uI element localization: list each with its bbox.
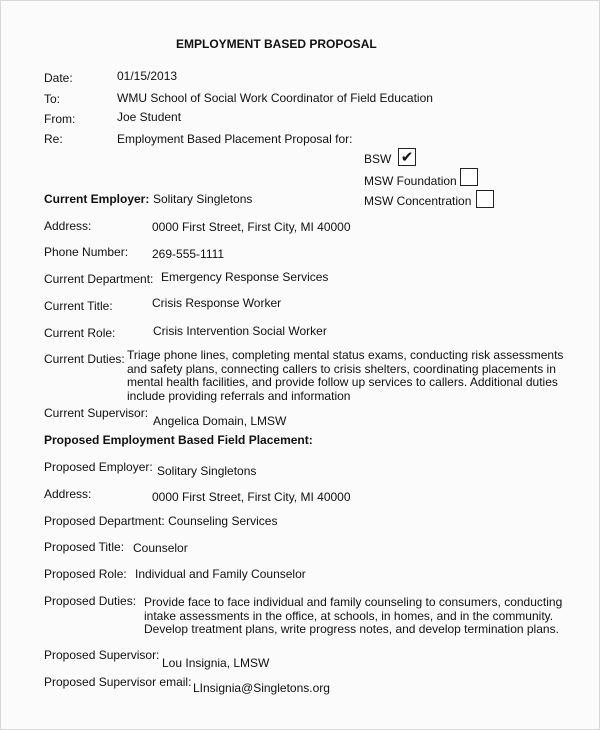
current-department-value: Emergency Response Services <box>161 270 329 284</box>
proposed-section-heading: Proposed Employment Based Field Placement: <box>44 433 313 447</box>
date-value: 01/15/2013 <box>117 69 178 83</box>
msw-foundation-checkbox[interactable] <box>460 168 478 186</box>
re-value: Employment Based Placement Proposal for: <box>117 132 353 146</box>
date-label: Date: <box>44 71 73 85</box>
proposed-duties-label: Proposed Duties: <box>44 594 137 608</box>
proposed-supervisor-email-label: Proposed Supervisor email: <box>44 675 192 689</box>
current-address-value: 0000 First Street, First City, MI 40000 <box>152 220 351 234</box>
current-employer-value: Solitary Singletons <box>153 192 253 206</box>
proposed-address-label: Address: <box>44 487 92 501</box>
msw-foundation-label: MSW Foundation <box>364 174 457 188</box>
proposed-employer-label: Proposed Employer: <box>44 460 153 474</box>
re-label: Re: <box>44 132 63 146</box>
proposed-supervisor-value: Lou Insignia, LMSW <box>162 656 270 670</box>
current-title-value: Crisis Response Worker <box>152 296 282 310</box>
proposed-title-label: Proposed Title: <box>44 540 125 554</box>
to-label: To: <box>44 92 61 106</box>
proposed-address-value: 0000 First Street, First City, MI 40000 <box>152 490 351 504</box>
phone-label: Phone Number: <box>44 245 129 259</box>
current-supervisor-label: Current Supervisor: <box>44 406 149 420</box>
proposed-department: Proposed Department: Counseling Services <box>44 514 278 528</box>
current-employer-label: Current Employer: <box>44 192 150 206</box>
msw-concentration-checkbox[interactable] <box>476 190 494 208</box>
to-value: WMU School of Social Work Coordinator of Field Education <box>117 91 433 105</box>
phone-value: 269-555-1111 <box>152 247 225 261</box>
msw-concentration-label: MSW Concentration <box>364 194 472 208</box>
current-department-label: Current Department: <box>44 272 154 286</box>
current-title-label: Current Title: <box>44 299 113 313</box>
from-value: Joe Student <box>117 110 182 124</box>
bsw-label: BSW <box>364 152 392 166</box>
proposed-role-value: Individual and Family Counselor <box>135 567 306 581</box>
proposed-title-value: Counselor <box>133 541 188 555</box>
bsw-checkbox[interactable]: ✔ <box>398 148 416 166</box>
current-duties-value: Triage phone lines, completing mental status exams, conducting risk assessments and safety plans, connecting callers to crisis shelters, coordinating placements in mental health facilities, and provide follow up services to callers. Additional duties include providing referrals and information <box>127 348 564 403</box>
proposed-role-label: Proposed Role: <box>44 567 127 581</box>
proposed-supervisor-email-value: LInsignia@Singletons.org <box>193 681 330 695</box>
current-address-label: Address: <box>44 219 92 233</box>
proposed-duties-value: Provide face to face individual and family counseling to consumers, conducting intake assessments in the office, at schools, in homes, and in the community. Develop treatment plans, write progress notes, and develop termination plans. <box>144 595 563 636</box>
proposed-supervisor-label: Proposed Supervisor: <box>44 648 160 662</box>
current-role-value: Crisis Intervention Social Worker <box>153 324 327 338</box>
current-role-label: Current Role: <box>44 326 116 340</box>
current-duties-label: Current Duties: <box>44 352 125 366</box>
current-supervisor-value: Angelica Domain, LMSW <box>153 414 287 428</box>
document-title: EMPLOYMENT BASED PROPOSAL <box>176 37 377 51</box>
proposed-employer-value: Solitary Singletons <box>157 464 257 478</box>
from-label: From: <box>44 112 76 126</box>
